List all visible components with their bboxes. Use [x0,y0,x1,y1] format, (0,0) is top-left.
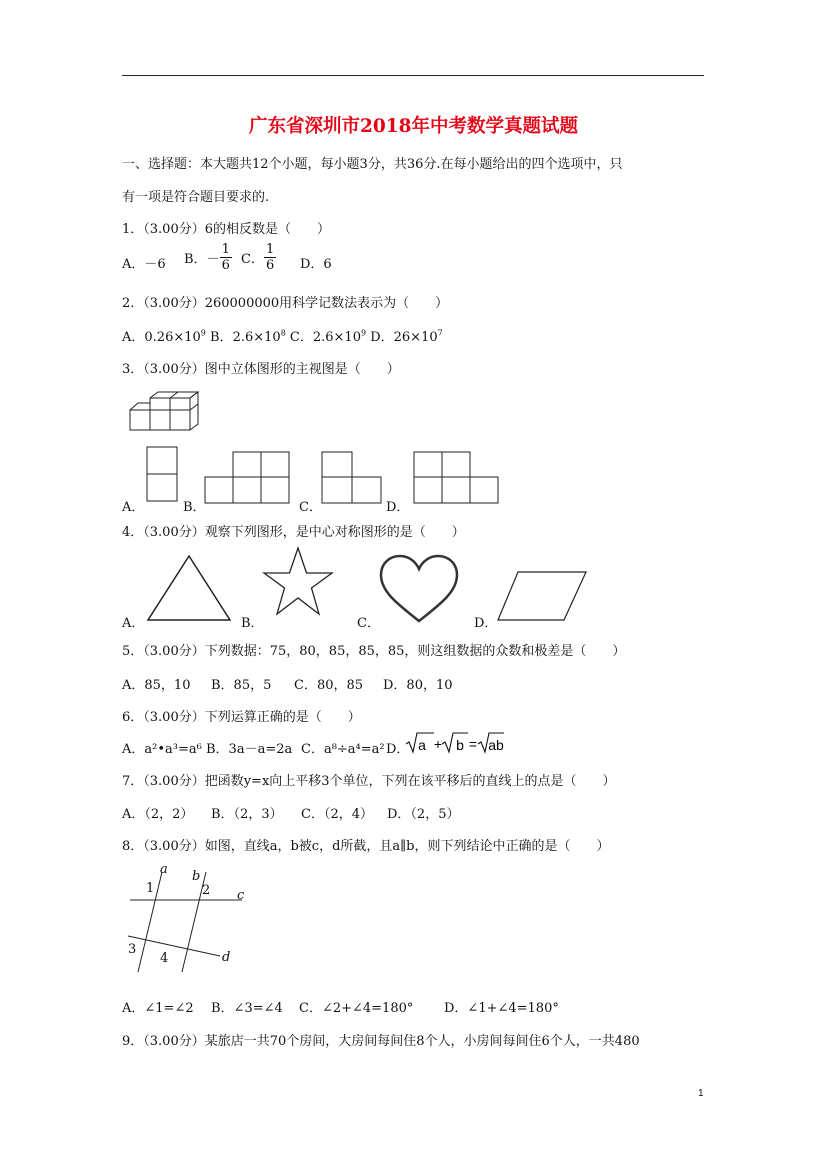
q7-option-a: A．（2，2） [122,807,194,822]
q3-option-c-figure [321,451,383,505]
q8-option-d: D．∠1+∠4=180° [444,1001,559,1016]
q8-label-b: b [192,869,201,884]
q7-option-c: C．（2，4） [301,807,373,822]
q9-stem: 9．（3.00分）某旅店一共70个房间，大房间每间住8个人，小房间每间住6个人，一共480 [122,1034,640,1049]
q3-option-a: A． [122,500,145,515]
q3-option-c: C． [299,500,322,515]
q4-option-c: C． [357,616,380,631]
q1-b-fraction [220,242,232,273]
q1-b-numerator: 1 [221,242,230,257]
q4-star-figure [261,546,335,620]
q3-solid-figure [128,390,202,432]
q8-label-d: d [222,950,231,965]
q8-stem: 8．（3.00分）如图，直线a，b被c，d所截，且a∥b，则下列结论中正确的是（ ） [122,839,610,854]
q6-d-radicand-2: b [456,737,464,753]
q3-option-b: B． [183,500,206,515]
q4-stem: 4．（3.00分）观察下列图形，是中心对称图形的是（ ） [122,525,465,540]
q8-label-c: c [237,888,244,903]
header-rule [122,75,704,76]
q5-option-c: C．80，85 [294,678,364,693]
q6-option-d: D． [386,742,410,757]
q4-parallelogram-figure [496,570,588,622]
page-title: 广东省深圳市2018年中考数学真题试题 [249,116,578,137]
q5-option-a: A．85，10 [122,678,191,693]
q6-d-equals: = [468,736,478,752]
q1-b-sign: － [206,252,220,267]
q1-stem: 1．（3.00分）6的相反数是（ ） [122,222,330,237]
q1-option-c: C． $\frac{1}{6}$ [241,242,275,273]
q8-angle-2: 2 [202,883,211,898]
q1-option-b: B．－ $\frac{1}{6}$ [184,242,230,273]
q6-option-c: C．a⁸÷a⁴=a² [301,742,385,757]
q3-option-d-figure [413,451,501,505]
q1-c-numerator: 1 [265,242,275,257]
q8-angle-1: 1 [146,881,155,896]
q5-option-b: B．85，5 [211,678,272,693]
page-number: 1 [698,1088,704,1099]
q4-option-b: B． [241,616,264,631]
q2-options: A．$0.26\times 10^9$ B．$2.6\times 10^8$ C．$2.6\times 10^9$ D．$26\times 10^7$ [122,328,443,345]
q8-option-b: B．∠3=∠4 [211,1001,283,1016]
q8-angle-3: 3 [128,942,137,957]
q4-triangle-figure [146,554,232,622]
q1-c-denominator: 6 [265,258,275,273]
q8-option-a: A．∠1=∠2 [122,1001,194,1016]
q8-parallel-lines-figure [124,860,244,980]
q8-label-a: a [160,862,168,877]
q2-stem: 2．（3.00分）260000000用科学记数法表示为（ ） [122,296,449,311]
q4-option-d: D． [474,616,498,631]
q6-d-plus: + [433,736,443,752]
q8-option-c: C．∠2+∠4=180° [299,1001,414,1016]
q6-d-radicand-3: ab [488,737,504,753]
q1-option-d: D．6 [300,257,332,272]
q1-c-fraction [264,242,276,273]
q5-option-d: D．80，10 [383,678,453,693]
q6-d-radicand-1: a [418,737,426,753]
q7-option-d: D．（2，5） [387,807,460,822]
q5-stem: 5．（3.00分）下列数据：75，80，85，85，85，则这组数据的众数和极差是（ ） [122,644,626,659]
q1-b-denominator: 6 [221,258,230,273]
section-instructions-line1: 一、选择题：本大题共12个小题，每小题3分，共36分.在每小题给出的四个选项中，只 [122,157,623,172]
q6-stem: 6．（3.00分）下列运算正确的是（ ） [122,710,361,725]
q3-option-d: D． [386,500,410,515]
q6-option-b: B．3a－a=2a [206,742,293,757]
q7-option-b: B．（2，3） [211,807,283,822]
q3-option-a-figure [146,446,180,504]
q4-option-a: A． [122,616,145,631]
q8-angle-4: 4 [160,951,169,966]
section-instructions-line2: 有一项是符合题目要求的. [122,190,270,205]
q1-option-a: A．－6 [122,257,166,272]
q6-option-a: A．a²•a³=a⁶ [122,742,202,757]
q7-stem: 7．（3.00分）把函数y=x向上平移3个单位，下列在该平移后的直线上的点是（ ） [122,774,616,789]
q6-option-d-formula [404,730,504,756]
q4-heart-figure [378,553,460,625]
q3-stem: 3．（3.00分）图中立体图形的主视图是（ ） [122,362,400,377]
q3-option-b-figure [204,451,294,505]
